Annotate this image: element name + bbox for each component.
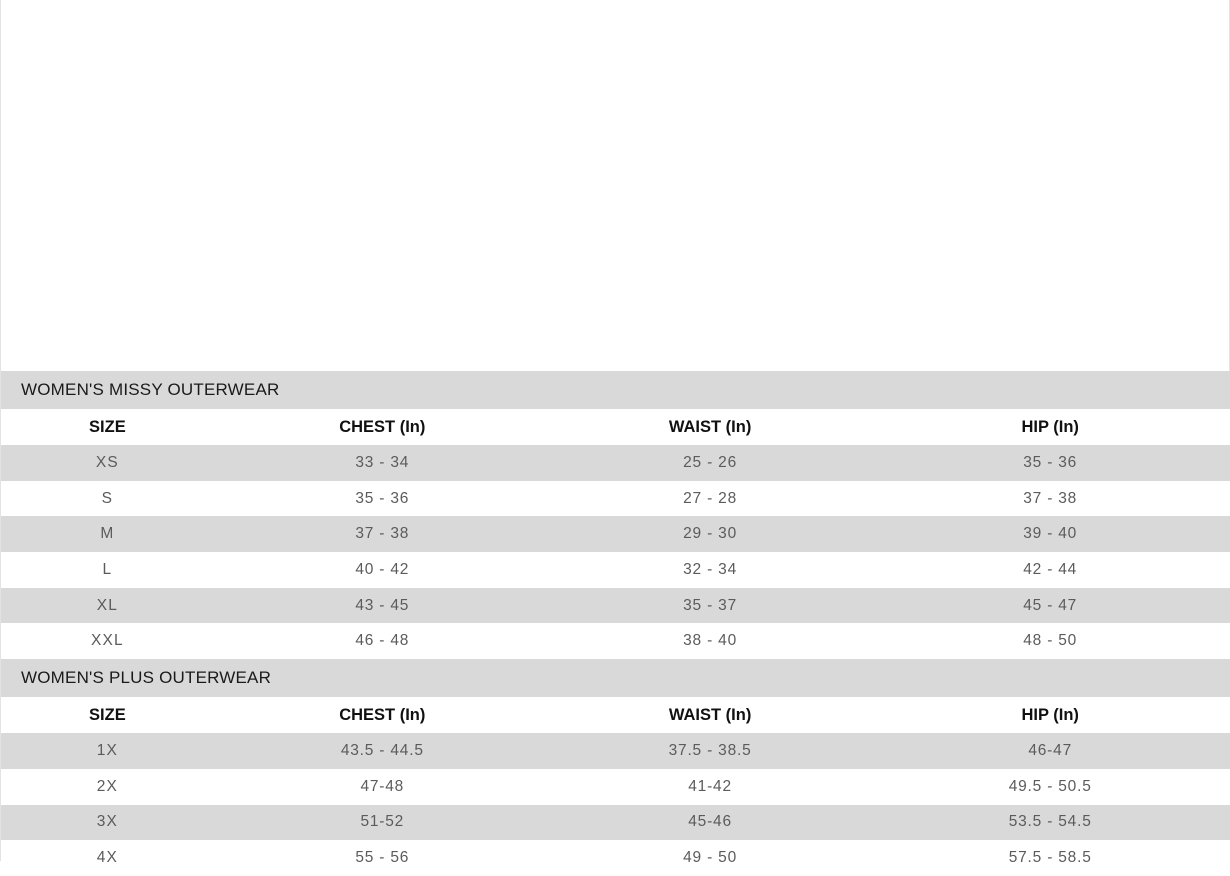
cell-waist: 45-46	[551, 805, 870, 841]
table-header-row	[1, 697, 1230, 733]
cell-chest: 55 - 56	[214, 840, 551, 876]
table-header-row	[1, 409, 1230, 445]
table-row	[1, 769, 1230, 805]
blank-content-area	[1, 0, 1229, 371]
table-row	[1, 840, 1230, 876]
cell-waist: 41-42	[551, 769, 870, 805]
cell-chest: 35 - 36	[214, 481, 551, 517]
cell-hip: 45 - 47	[869, 588, 1230, 624]
cell-chest: 43.5 - 44.5	[214, 733, 551, 769]
table-row	[1, 623, 1230, 659]
column-header-size: SIZE	[1, 697, 214, 733]
cell-size: XS	[1, 445, 214, 481]
table-row	[1, 516, 1230, 552]
cell-size: 2X	[1, 769, 214, 805]
cell-hip: 49.5 - 50.5	[869, 769, 1230, 805]
table-row	[1, 733, 1230, 769]
cell-size: XXL	[1, 623, 214, 659]
cell-chest: 33 - 34	[214, 445, 551, 481]
cell-waist: 37.5 - 38.5	[551, 733, 870, 769]
column-header-chest: CHEST (In)	[214, 409, 551, 445]
cell-waist: 25 - 26	[551, 445, 870, 481]
cell-chest: 37 - 38	[214, 516, 551, 552]
cell-hip: 48 - 50	[869, 623, 1230, 659]
cell-chest: 46 - 48	[214, 623, 551, 659]
cell-chest: 40 - 42	[214, 552, 551, 588]
cell-waist: 49 - 50	[551, 840, 870, 876]
cell-size: M	[1, 516, 214, 552]
size-chart-tables	[1, 371, 1230, 876]
cell-hip: 37 - 38	[869, 481, 1230, 517]
table-row	[1, 805, 1230, 841]
column-header-hip: HIP (In)	[869, 697, 1230, 733]
table-row	[1, 552, 1230, 588]
cell-chest: 43 - 45	[214, 588, 551, 624]
table-row	[1, 445, 1230, 481]
cell-hip: 39 - 40	[869, 516, 1230, 552]
cell-waist: 35 - 37	[551, 588, 870, 624]
cell-size: 4X	[1, 840, 214, 876]
cell-hip: 57.5 - 58.5	[869, 840, 1230, 876]
table-row	[1, 588, 1230, 624]
column-header-waist: WAIST (In)	[551, 697, 870, 733]
table-row	[1, 481, 1230, 517]
cell-hip: 53.5 - 54.5	[869, 805, 1230, 841]
cell-size: XL	[1, 588, 214, 624]
cell-size: 1X	[1, 733, 214, 769]
section-title-missy-outerwear: WOMEN'S MISSY OUTERWEAR	[1, 371, 1230, 409]
cell-waist: 27 - 28	[551, 481, 870, 517]
cell-hip: 46-47	[869, 733, 1230, 769]
cell-waist: 29 - 30	[551, 516, 870, 552]
column-header-chest: CHEST (In)	[214, 697, 551, 733]
cell-size: S	[1, 481, 214, 517]
cell-size: L	[1, 552, 214, 588]
column-header-waist: WAIST (In)	[551, 409, 870, 445]
section-title-plus-outerwear: WOMEN'S PLUS OUTERWEAR	[1, 659, 1230, 697]
column-header-hip: HIP (In)	[869, 409, 1230, 445]
cell-chest: 51-52	[214, 805, 551, 841]
cell-hip: 35 - 36	[869, 445, 1230, 481]
size-table-missy-outerwear	[1, 409, 1230, 659]
cell-hip: 42 - 44	[869, 552, 1230, 588]
cell-waist: 32 - 34	[551, 552, 870, 588]
cell-size: 3X	[1, 805, 214, 841]
cell-waist: 38 - 40	[551, 623, 870, 659]
size-table-plus-outerwear	[1, 697, 1230, 876]
column-header-size: SIZE	[1, 409, 214, 445]
cell-chest: 47-48	[214, 769, 551, 805]
